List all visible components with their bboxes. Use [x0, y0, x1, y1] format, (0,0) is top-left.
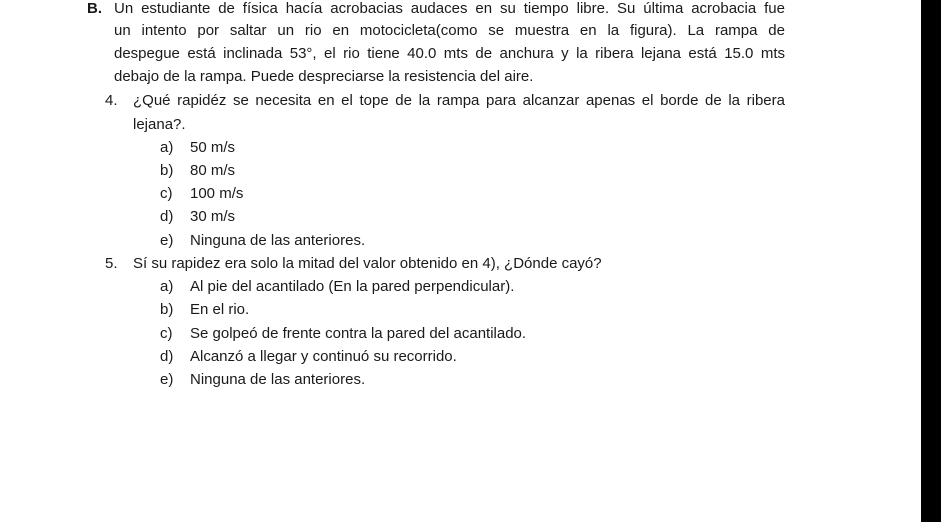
question-5-option-c-letter: c): [160, 325, 173, 342]
question-5-number: 5.: [105, 255, 118, 272]
question-4-option-c-text: 100 m/s: [190, 185, 244, 202]
question-5-option-b-text: En el rio.: [190, 301, 250, 318]
section-text-line-3: despegue está inclinada 53°, el rio tiene 40.0 mts de anchura y la ribera lejana está 15.0 mts: [114, 45, 785, 62]
question-4-option-d-text: 30 m/s: [190, 208, 236, 225]
question-4-option-c-letter: c): [160, 185, 173, 202]
question-4-text-line-1: ¿Qué rapidéz se necesita en el tope de la rampa para alcanzar apenas el borde de la ribera: [133, 92, 785, 109]
window-edge-bar: [921, 0, 941, 522]
question-4-number: 4.: [105, 92, 118, 109]
question-4-option-e-letter: e): [160, 232, 174, 249]
question-5-option-d-letter: d): [160, 348, 174, 365]
question-5-option-a-text: Al pie del acantilado (En la pared perpendicular).: [190, 278, 515, 295]
section-marker: B.: [87, 0, 102, 17]
question-5-option-e-text: Ninguna de las anteriores.: [190, 371, 366, 388]
section-text-line-4: debajo de la rampa. Puede despreciarse la resistencia del aire.: [114, 68, 534, 85]
question-5-option-c-text: Se golpeó de frente contra la pared del acantilado.: [190, 325, 527, 342]
question-5-option-a-letter: a): [160, 278, 174, 295]
question-4-option-e-text: Ninguna de las anteriores.: [190, 232, 366, 249]
question-4-option-a-text: 50 m/s: [190, 139, 236, 156]
section-text-line-2: un intento por saltar un rio en motocicleta(como se muestra en la figura). La rampa de: [114, 22, 785, 39]
question-4-option-d-letter: d): [160, 208, 174, 225]
question-4-option-b-letter: b): [160, 162, 174, 179]
question-5-option-b-letter: b): [160, 301, 174, 318]
question-5-option-e-letter: e): [160, 371, 174, 388]
question-4-text-line-2: lejana?.: [133, 116, 186, 133]
section-text-line-1: Un estudiante de física hacía acrobacias audaces en su tiempo libre. Su última acrobacia fue: [114, 0, 785, 17]
question-5-text-line-1: Sí su rapidez era solo la mitad del valor obtenido en 4), ¿Dónde cayó?: [133, 255, 602, 272]
question-4-option-a-letter: a): [160, 139, 174, 156]
question-4-option-b-text: 80 m/s: [190, 162, 236, 179]
question-5-option-d-text: Alcanzó a llegar y continuó su recorrido.: [190, 348, 457, 365]
